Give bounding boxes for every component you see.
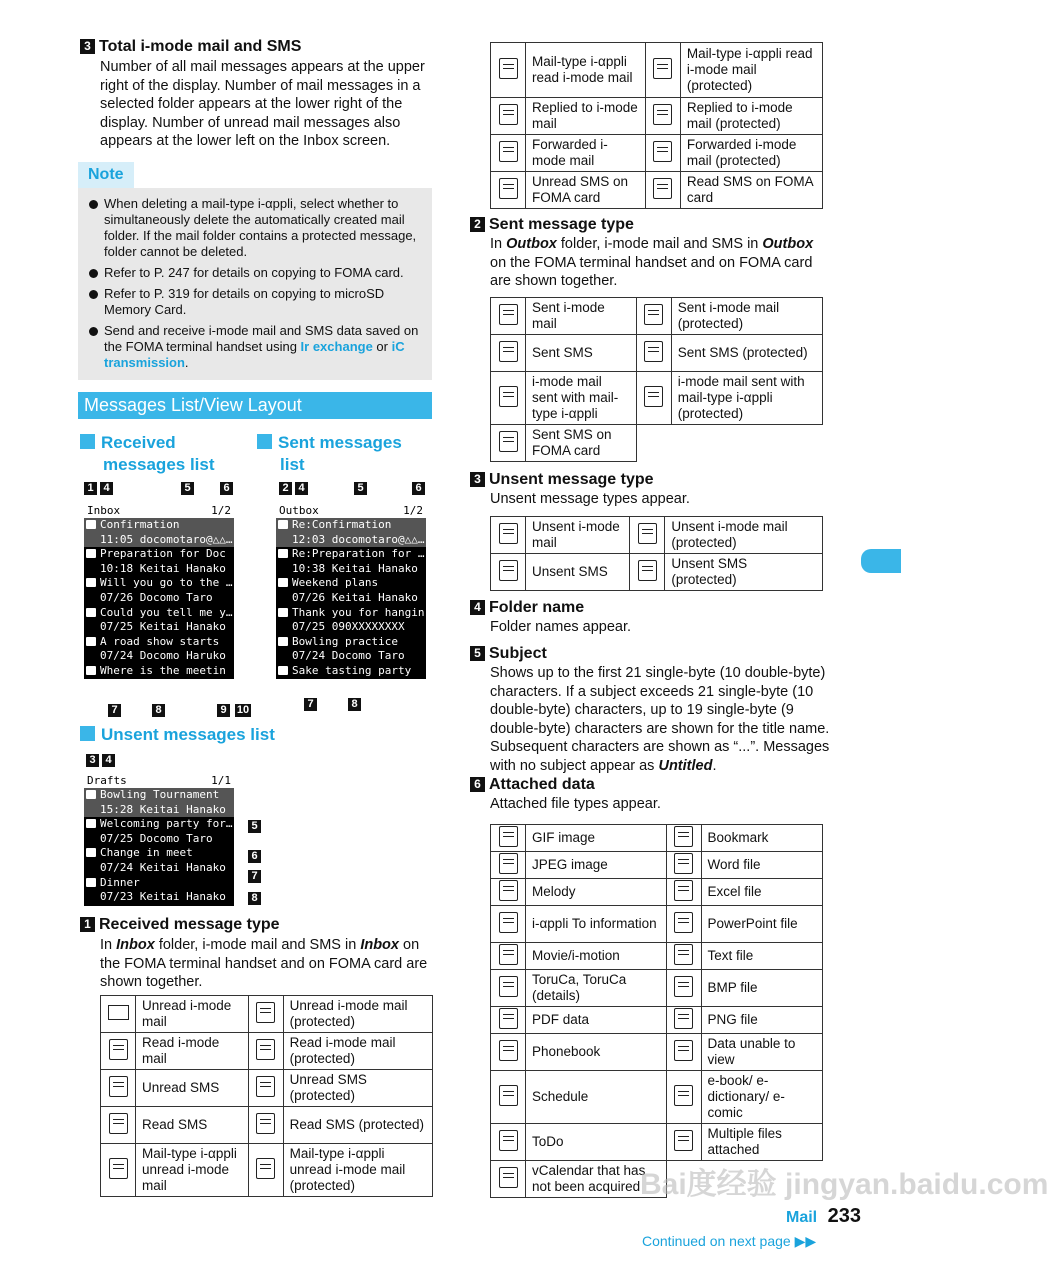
list-item: 07/23 Keitai Hanako xyxy=(100,890,226,904)
footer-section-name: Mail xyxy=(786,1209,818,1226)
callout-4: 4 xyxy=(295,482,308,495)
list-item: Sake tasting party xyxy=(276,664,426,679)
table-row: Mail-type i-αppli read i-mode mail Mail-type i-αppli read i-mode mail (protected) xyxy=(491,43,823,98)
drafts-screen xyxy=(84,774,234,906)
table-row: Unsent SMS Unsent SMS (protected) xyxy=(491,554,823,591)
list-item: Re:Preparation for … xyxy=(276,547,426,562)
watermark: Bai度经验 jingyan.baidu.com xyxy=(640,1168,1048,1201)
list-item: 10:38 Keitai Hanako xyxy=(292,561,418,575)
unread-sms-foma-icon xyxy=(499,178,518,199)
section-title-bar: Messages List/View Layout xyxy=(78,392,432,419)
subject-section xyxy=(470,645,830,775)
section-heading: Unsent message type xyxy=(489,471,654,488)
bookmark-icon xyxy=(674,826,693,847)
list-item: Dinner xyxy=(84,876,234,891)
list-item: 07/26 Docomo Taro xyxy=(100,590,213,604)
attached-data-section xyxy=(470,776,830,814)
unread-sms-protected-icon xyxy=(256,1076,275,1097)
table-row: Unsent i-mode mail Unsent i-mode mail (protected) xyxy=(491,517,823,554)
callout-6: 6 xyxy=(220,482,233,495)
list-item: Re:Confirmation xyxy=(276,518,426,533)
section-body: Shows up to the first 21 single-byte (10 double-byte) characters. If a subject exceeds 21 single-byte (10 double-byte) characters, up to 19 single-byte (9 double-byte) characters are shown for the title name. Subsequent characters are shown as “...”. Messages with no subject appear as Untitled. xyxy=(490,665,830,774)
melody-icon xyxy=(499,880,518,901)
iappli-unread-mail-protected-icon xyxy=(256,1158,275,1179)
section-heading: Sent message type xyxy=(489,216,634,233)
list-item: 12:03 docomotaro@△△… xyxy=(276,533,426,548)
table-row: Sent i-mode mail Sent i-mode mail (protected) xyxy=(491,298,823,335)
iappli-sent-mail-protected-icon xyxy=(644,386,663,407)
read-sms-foma-icon xyxy=(653,178,672,199)
outbox-screen-figure xyxy=(274,482,434,722)
callout-5: 5 xyxy=(248,820,261,833)
table-row: Forwarded i-mode mail Forwarded i-mode mail (protected) xyxy=(491,135,823,172)
list-item: Where is the meetin xyxy=(84,664,234,679)
table-row: Replied to i-mode mail Replied to i-mode mail (protected) xyxy=(491,98,823,135)
list-item: Bowling practice xyxy=(276,635,426,650)
table-row: Unread SMS on FOMA card Read SMS on FOMA card xyxy=(491,172,823,209)
section-heading: Total i-mode mail and SMS xyxy=(99,38,302,55)
list-item: Preparation for Doc xyxy=(84,547,234,562)
drafts-screen-figure xyxy=(84,754,264,910)
unsent-mail-icon xyxy=(499,523,518,544)
outbox-screen xyxy=(276,504,426,692)
section-body: Folder names appear. xyxy=(490,619,632,635)
callout-2: 2 xyxy=(279,482,292,495)
list-item: Confirmation xyxy=(84,518,234,533)
list-item: 07/26 Keitai Hanako xyxy=(292,590,418,604)
note-label: Note xyxy=(78,162,134,188)
powerpoint-file-icon xyxy=(674,912,693,933)
callout-8: 8 xyxy=(248,892,261,905)
callout-8: 8 xyxy=(348,698,361,711)
item-number-badge: 6 xyxy=(470,777,485,792)
table-row: Read SMS Read SMS (protected) xyxy=(101,1107,433,1144)
callout-6: 6 xyxy=(412,482,425,495)
list-item: Could you tell me y… xyxy=(84,606,234,621)
unsent-type-section xyxy=(470,471,830,509)
read-sms-icon xyxy=(109,1113,128,1134)
unread-sms-icon xyxy=(109,1076,128,1097)
received-type-table-continued xyxy=(490,42,823,209)
note-box xyxy=(78,162,432,380)
multiple-files-icon xyxy=(674,1130,693,1151)
word-file-icon xyxy=(674,853,693,874)
read-mail-icon xyxy=(109,1039,128,1060)
section-body: Unsent message types appear. xyxy=(490,491,690,507)
list-item: 10:18 Keitai Hanako xyxy=(100,561,226,575)
table-row: Sent SMS Sent SMS (protected) xyxy=(491,335,823,372)
table-row: vCalendar that has not been acquired xyxy=(491,1161,823,1198)
list-item: Change in meet xyxy=(84,846,234,861)
unviewable-data-icon xyxy=(674,1040,693,1061)
chapter-index-tab xyxy=(861,549,901,573)
unread-mail-icon xyxy=(108,1005,129,1020)
item-number-badge: 3 xyxy=(470,472,485,487)
section-heading: Received message type xyxy=(99,916,280,933)
drafts-title-bar: Drafts 1/1 xyxy=(84,774,234,788)
list-item: 15:28 Keitai Hanako xyxy=(84,803,234,818)
callout-1: 1 xyxy=(84,482,97,495)
received-type-section xyxy=(80,916,435,992)
table-row: Mail-type i-αppli unread i-mode mail Mail-type i-αppli unread i-mode mail (protected) xyxy=(101,1144,433,1197)
forwarded-mail-protected-icon xyxy=(653,141,672,162)
callout-10: 10 xyxy=(236,704,250,716)
section-body: In Inbox folder, i-mode mail and SMS in Inbox on the FOMA terminal handset and on FOMA card are shown together. xyxy=(100,937,428,990)
iappli-to-icon xyxy=(499,912,518,933)
ir-exchange-link[interactable]: Ir exchange xyxy=(300,339,373,354)
attached-data-table xyxy=(490,824,823,1198)
iappli-sent-mail-icon xyxy=(499,386,518,407)
item-number-badge: 1 xyxy=(80,917,95,932)
list-item: Welcoming party for… xyxy=(84,817,234,832)
list-item: Thank you for hangin xyxy=(276,606,426,621)
excel-file-icon xyxy=(674,880,693,901)
inbox-screen xyxy=(84,504,234,692)
list-item: Weekend plans xyxy=(276,576,426,591)
text-file-icon xyxy=(674,944,693,965)
list-item: Bowling Tournament xyxy=(84,788,234,803)
list-item: 07/24 Keitai Hanako xyxy=(100,860,226,874)
table-row: Schedule e-book/ e-dictionary/ e-comic xyxy=(491,1071,823,1124)
inbox-title-bar: Inbox 1/2 xyxy=(84,504,234,518)
list-item: 07/24 Docomo Taro xyxy=(292,649,405,663)
table-row: i-αppli To information PowerPoint file xyxy=(491,906,823,943)
section-body: Number of all mail messages appears at the upper right of the display. Number of mail messages in a selected folder appears at the lower right of the display. Number of unread mail messages also appears at the lower left on the Inbox screen. xyxy=(100,59,425,149)
list-item: 07/24 Docomo Haruko xyxy=(292,678,418,692)
table-row: i-mode mail sent with mail-type i-αppli i-mode mail sent with mail-type i-αppli (protected) xyxy=(491,372,823,425)
section-body: Attached file types appear. xyxy=(490,796,661,812)
read-sms-protected-icon xyxy=(256,1113,275,1134)
sent-sms-icon xyxy=(499,341,518,362)
gif-image-icon xyxy=(499,826,518,847)
table-row: GIF image Bookmark xyxy=(491,825,823,852)
sent-sms-protected-icon xyxy=(644,341,663,362)
unsent-sms-protected-icon xyxy=(638,560,657,581)
note-bullet: When deleting a mail-type i-αppli, select whether to simultaneously delete the automatically created mail folder. If the mail folder contains a protected message, folder cannot be deleted. xyxy=(84,196,424,260)
bmp-file-icon xyxy=(674,976,693,997)
note-bullet: Send and receive i-mode mail and SMS data saved on the FOMA terminal handset using Ir exchange or iC transmission. xyxy=(84,323,424,371)
unsent-mail-protected-icon xyxy=(638,523,657,544)
unsent-type-table xyxy=(490,516,823,591)
section-heading: Folder name xyxy=(489,599,585,616)
sent-mail-protected-icon xyxy=(644,304,663,325)
sent-sms-foma-icon xyxy=(499,431,518,452)
sent-type-table xyxy=(490,297,823,462)
forwarded-mail-icon xyxy=(499,141,518,162)
read-mail-protected-icon xyxy=(256,1039,275,1060)
section-heading: Attached data xyxy=(489,776,595,793)
item-number-badge: 4 xyxy=(470,600,485,615)
table-row: ToDo Multiple files attached xyxy=(491,1124,823,1161)
received-type-table xyxy=(100,995,433,1197)
table-row: ToruCa, ToruCa (details) BMP file xyxy=(491,970,823,1007)
table-row: JPEG image Word file xyxy=(491,852,823,879)
callout-7: 7 xyxy=(304,698,317,711)
unsent-sms-icon xyxy=(499,560,518,581)
table-row: Unread SMS Unread SMS (protected) xyxy=(101,1070,433,1107)
ebook-icon xyxy=(674,1085,693,1106)
schedule-icon xyxy=(499,1085,518,1106)
sent-mail-icon xyxy=(499,304,518,325)
callout-9: 9 xyxy=(217,704,230,717)
iappli-read-mail-icon xyxy=(499,58,518,79)
table-row: Phonebook Data unable to view xyxy=(491,1034,823,1071)
png-file-icon xyxy=(674,1008,693,1029)
table-row: Read i-mode mail Read i-mode mail (protected) xyxy=(101,1033,433,1070)
inbox-screen-figure xyxy=(80,482,250,722)
folder-name-section xyxy=(470,599,830,637)
callout-7: 7 xyxy=(248,870,261,883)
replied-mail-icon xyxy=(499,104,518,125)
page-number: 233 xyxy=(827,1205,861,1227)
unread-mail-protected-icon xyxy=(256,1002,275,1023)
list-item: 11:05 docomotaro@△△… xyxy=(84,533,234,548)
callout-5: 5 xyxy=(354,482,367,495)
todo-icon xyxy=(499,1130,518,1151)
ic-transmission-link[interactable]: iC transmission xyxy=(104,339,405,370)
item-number-badge: 2 xyxy=(470,217,485,232)
table-row: Movie/i-motion Text file xyxy=(491,943,823,970)
callout-8: 8 xyxy=(152,704,165,717)
total-mail-section xyxy=(80,38,435,151)
unsent-list-heading: Unsent messages list xyxy=(80,724,275,746)
pdf-data-icon xyxy=(499,1008,518,1029)
sent-type-section xyxy=(470,216,830,291)
callout-4: 4 xyxy=(102,754,115,767)
footer xyxy=(786,1205,861,1228)
list-item: Will you go to the … xyxy=(84,576,234,591)
movie-icon xyxy=(499,944,518,965)
jpeg-image-icon xyxy=(499,853,518,874)
continued-indicator: Continued on next page ▶▶ xyxy=(642,1233,817,1249)
phonebook-icon xyxy=(499,1040,518,1061)
toruca-icon xyxy=(499,976,518,997)
callout-5: 5 xyxy=(181,482,194,495)
note-bullet: Refer to P. 247 for details on copying to FOMA card. xyxy=(84,265,424,281)
sent-list-heading: Sent messages list xyxy=(257,432,402,476)
outbox-title-bar: Outbox 1/2 xyxy=(276,504,426,518)
table-row: Melody Excel file xyxy=(491,879,823,906)
note-bullet: Refer to P. 319 for details on copying to microSD Memory Card. xyxy=(84,286,424,318)
list-item: 07/24 Docomo Haruko xyxy=(100,649,226,663)
item-number-badge: 5 xyxy=(470,646,485,661)
table-row: PDF data PNG file xyxy=(491,1007,823,1034)
section-heading: Subject xyxy=(489,645,547,662)
callout-6: 6 xyxy=(248,850,261,863)
iappli-read-mail-protected-icon xyxy=(653,58,672,79)
replied-mail-protected-icon xyxy=(653,104,672,125)
list-item: 07/25 090XXXXXXXX xyxy=(292,620,405,634)
callout-7: 7 xyxy=(108,704,121,717)
list-item: 07/24 Keitai Hanako xyxy=(100,678,226,692)
section-body: In Outbox folder, i-mode mail and SMS in Outbox on the FOMA terminal handset and on FOMA card are shown together. xyxy=(490,236,814,289)
list-item: 07/25 Keitai Hanako xyxy=(100,620,226,634)
table-row: Sent SMS on FOMA card xyxy=(491,425,823,462)
item-number-badge: 3 xyxy=(80,39,95,54)
list-item: A road show starts xyxy=(84,635,234,650)
callout-3: 3 xyxy=(86,754,99,767)
iappli-unread-mail-icon xyxy=(109,1158,128,1179)
list-item: 07/25 Docomo Taro xyxy=(100,831,213,845)
received-list-heading: Received messages list xyxy=(80,432,215,476)
vcalendar-icon xyxy=(499,1167,518,1188)
callout-4: 4 xyxy=(100,482,113,495)
table-row: Unread i-mode mail Unread i-mode mail (protected) xyxy=(101,996,433,1033)
